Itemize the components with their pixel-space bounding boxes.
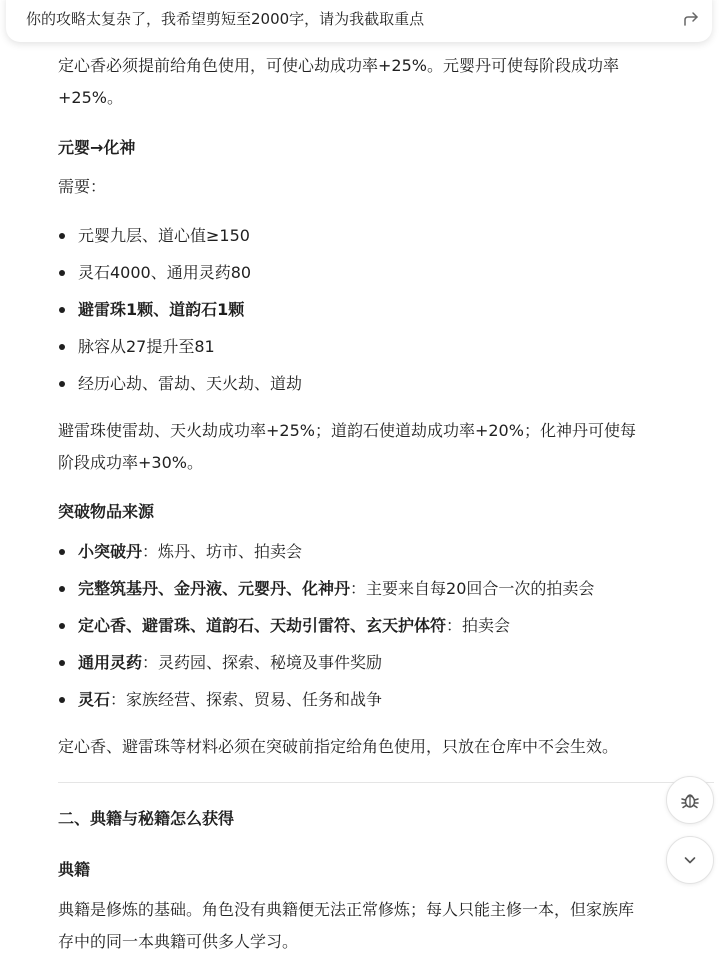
- divider: [58, 782, 714, 783]
- bug-report-button[interactable]: [666, 776, 714, 824]
- list-item: 通用灵药：灵药园、探索、秘境及事件奖励: [58, 644, 714, 681]
- subheading-classics: 典籍: [58, 860, 91, 879]
- list-item: 元婴九层、道心值≥150: [58, 217, 714, 254]
- section-heading-yuanying: 元婴→化神: [58, 138, 136, 157]
- bug-icon: [679, 789, 701, 811]
- list-item: 小突破丹：炼丹、坊市、拍卖会: [58, 533, 714, 570]
- list-item: 避雷珠1颗、道韵石1颗: [58, 291, 714, 328]
- list-item: 灵石4000、通用灵药80: [58, 254, 714, 291]
- chevron-down-icon: [681, 851, 699, 869]
- effects-line-1: 避雷珠使雷劫、天火劫成功率+25%；道韵石使道劫成功率+20%；化神丹可使每: [58, 421, 636, 440]
- scroll-down-button[interactable]: [666, 836, 714, 884]
- note-text: 定心香、避雷珠等材料必须在突破前指定给角色使用，只放在仓库中不会生效。: [58, 737, 619, 756]
- user-query-bar[interactable]: [6, 0, 712, 42]
- needs-label: 需要：: [58, 177, 107, 196]
- classics-line-2: 存中的同一本典籍可供多人学习。: [58, 932, 299, 951]
- intro-line-2: +25%。: [58, 88, 123, 107]
- list-item: 灵石：家族经营、探索、贸易、任务和战争: [58, 681, 714, 718]
- list-item: 经历心劫、雷劫、天火劫、道劫: [58, 365, 714, 402]
- list-item: 脉容从27提升至81: [58, 328, 714, 365]
- effects-line-2: 阶段成功率+30%。: [58, 453, 203, 472]
- list-item: 完整筑基丹、金丹液、元婴丹、化神丹：主要来自每20回合一次的拍卖会: [58, 570, 714, 607]
- user-query-text: 你的攻略太复杂了，我希望剪短至2000字，请为我截取重点: [26, 10, 425, 28]
- share-icon[interactable]: [680, 8, 702, 30]
- needs-list: [58, 217, 714, 402]
- section-heading-sources: 突破物品来源: [58, 502, 155, 521]
- intro-line-1: 定心香必须提前给角色使用，可使心劫成功率+25%。元婴丹可使每阶段成功率: [58, 56, 619, 75]
- classics-line-1: 典籍是修炼的基础。角色没有典籍便无法正常修炼；每人只能主修一本，但家族库: [58, 900, 635, 919]
- sources-list: [58, 533, 714, 718]
- list-item: 定心香、避雷珠、道韵石、天劫引雷符、玄天护体符：拍卖会: [58, 607, 714, 644]
- section-heading-classics-acquire: 二、典籍与秘籍怎么获得: [58, 809, 235, 828]
